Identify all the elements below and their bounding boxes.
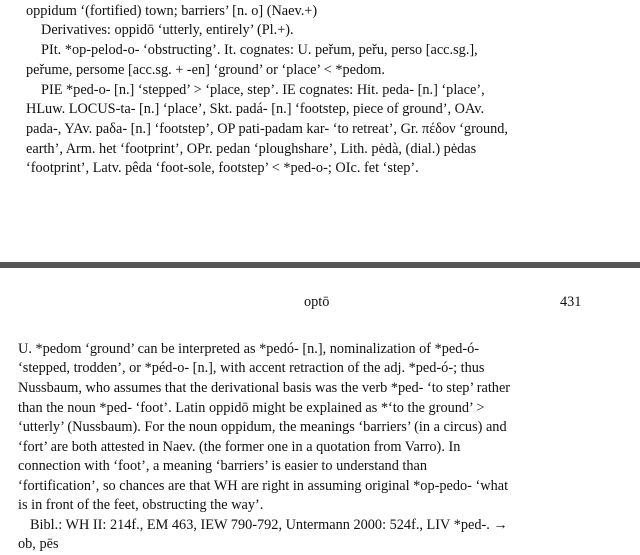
running-head xyxy=(0,294,640,314)
body-line: ‘utterly’ (Nussbaum). For the noun oppidum, the meanings ‘barriers’ (in a circus) and xyxy=(18,419,507,435)
entry-line: earth’, Arm. het ‘footprint’, OPr. pedan ‘ploughshare’, Lith. pėdà, (dial.) pėdas xyxy=(26,141,477,157)
body-line: Nussbaum, who assumes that the derivational basis was the verb *ped- ‘to step’ rather xyxy=(18,380,511,396)
dictionary-entry-oppidum xyxy=(0,0,640,262)
body-line: ‘fort’ are both attested in Naev. (the former one in a quotation from Varro). In xyxy=(18,439,461,455)
running-head-word: optō xyxy=(304,294,330,310)
body-line: ‘fortification’, so chances are that WH are right in assuming original *op-pedo- ‘what xyxy=(18,478,509,494)
entry-line: PIt. *op-pelod-o- ‘obstructing’. It. cognates: U. peřum, peřu, perso [acc.sg.], xyxy=(41,42,478,58)
page-number: 431 xyxy=(560,294,582,310)
body-line: than the noun *ped- ‘foot’. Latin oppidō might be explained as *‘to the ground’ > xyxy=(18,400,485,416)
body-line: is in front of the feet, obstructing the way’. xyxy=(18,497,264,513)
body-line: connection with ‘foot’, a meaning ‘barriers’ is easier to understand than xyxy=(18,458,428,474)
entry-line: peřume, persome [acc.sg. + -en] ‘ground’ or ‘place’ < *pedom. xyxy=(26,62,385,78)
entry-line: Derivatives: oppidō ‘utterly, entirely’ (Pl.+). xyxy=(41,22,294,38)
entry-line: pada-, YAv. paδa- [n.] ‘footstep’, OP pati-padam kar- ‘to retreat’, Gr. πέδον ‘ground, xyxy=(26,121,509,137)
bibliography-line: ob, pēs xyxy=(18,536,59,552)
page-divider xyxy=(0,262,640,268)
entry-line: ‘footprint’, Latv. pêda ‘foot-sole, footstep’ < *ped-o-; OIc. fet ‘step’. xyxy=(26,160,419,176)
bibliography-line: Bibl.: WH II: 214f., EM 463, IEW 790-792, Untermann 2000: 524f., LIV *ped-. → xyxy=(30,517,508,533)
body-line: ‘stepped, trodden’, or *péd-o- [n.], with accent retraction of the adj. *ped-ó-; thus xyxy=(18,360,485,376)
entry-line: PIE *ped-o- [n.] ‘stepped’ > ‘place, step’. IE cognates: Hit. peda- [n.] ‘place’, xyxy=(41,82,485,98)
body-line: U. *pedom ‘ground’ can be interpreted as *pedó- [n.], nominalization of *ped-ó- xyxy=(18,341,480,357)
entry-line: HLuw. LOCUS-ta- [n.] ‘place’, Skt. padá- [n.] ‘footstep, piece of ground’, OAv. xyxy=(26,101,485,117)
entry-line: oppidum ‘(fortified) town; barriers’ [n. o] (Naev.+) xyxy=(26,3,318,19)
